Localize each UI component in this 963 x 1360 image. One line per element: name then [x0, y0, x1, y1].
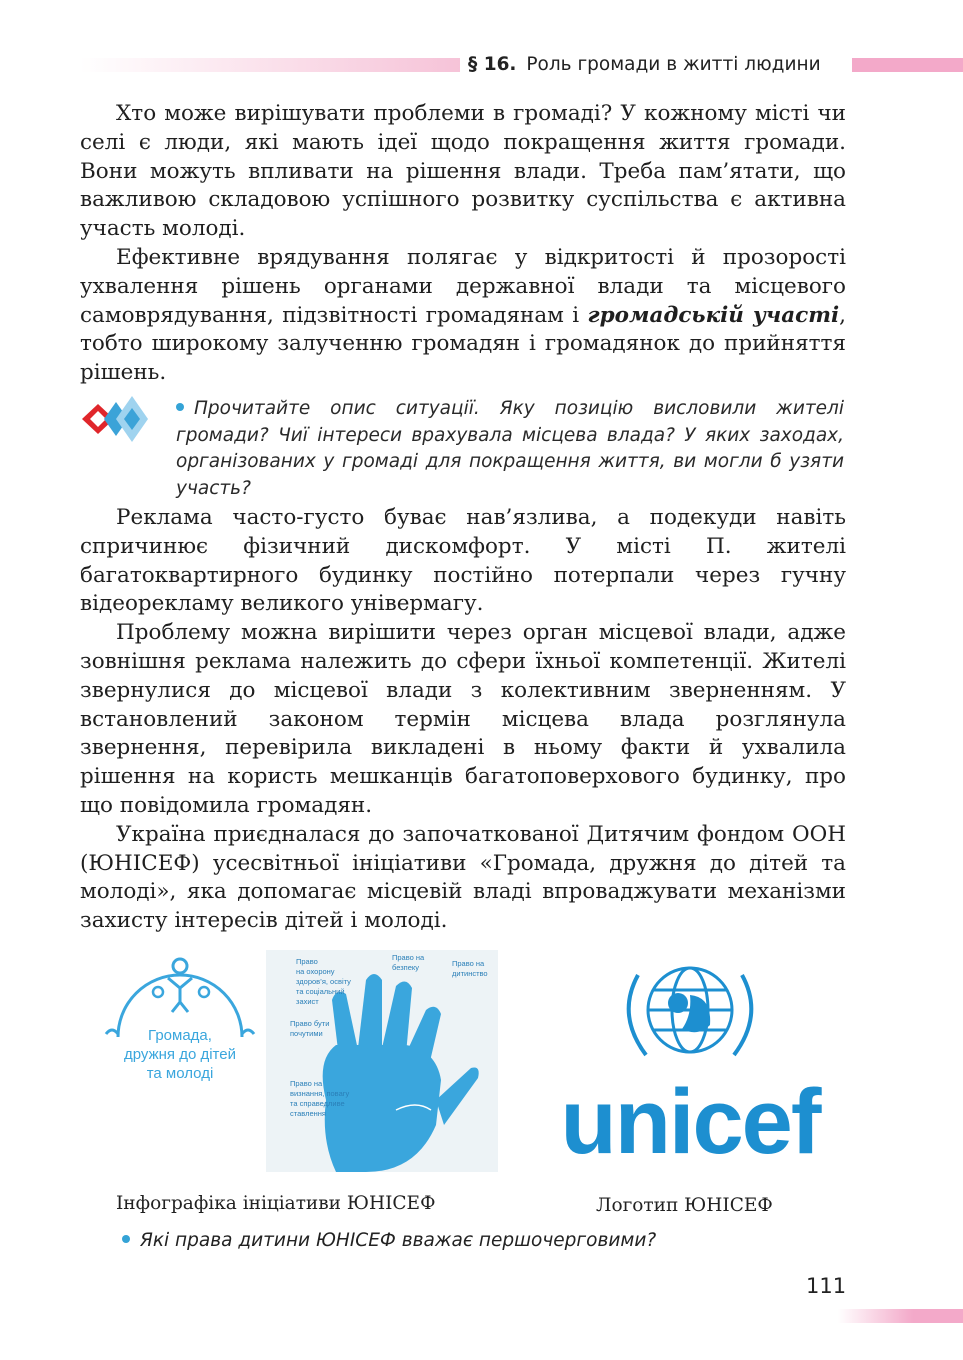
- paragraph: Україна приєдналася до започаткованої Дитячим фондом ООН (ЮНІСЕФ) усесвітньої ініціативи «Громада, дружня до дітей та молоді», яка допомагає місцевій владі впроваджувати механізми захисту інтересів дітей і молоді.: [80, 821, 846, 934]
- task-block: [176, 396, 844, 502]
- body-text-bottom: [80, 504, 846, 936]
- initiative-logo-line1: Громада,: [148, 1027, 212, 1044]
- hand-label: Право на: [452, 959, 485, 968]
- paragraph: Реклама часто-густо буває нав’язлива, а подекуди навіть спричинює фізичний дискомфорт. У місті П. жителі багатоквартирного будинку постійно потерпали через гучну відеорекламу великого універмагу.: [80, 505, 846, 617]
- paragraph: Проблему можна вирішити через орган місцевої влади, адже зовнішня реклама належить до сфери їхньої компетенції. Жителі звернулися до місцевої влади з колективним зверненням. У встановлений законом термін місцева влада розглянула звернення, перевірила викладені в ньому факти й ухвалила рішення на користь мешканців багатоповерхового будинку, про що повідомила громадян.: [80, 620, 846, 818]
- paragraph-governance: [80, 244, 846, 388]
- hand-label: дитинство: [452, 969, 488, 978]
- hand-label: Право бути: [290, 1019, 330, 1028]
- hand-label: Право на: [392, 953, 425, 962]
- footer-decor-bar: [838, 1309, 963, 1323]
- unicef-logo: [540, 955, 840, 1165]
- hand-label: ставлення: [290, 1109, 326, 1118]
- question-text: Які права дитини ЮНІСЕФ вважає першочерговими?: [140, 1230, 657, 1251]
- hand-label: та соціальний: [296, 987, 345, 996]
- caption-infographic: Інфографіка ініціативи ЮНІСЕФ: [116, 1193, 436, 1214]
- paragraph-text: Ефективне врядування полягає у відкритості й прозорості ухвалення рішень органами державної влади та місцевого самоврядування, підзвітності громадянам і: [80, 244, 846, 328]
- initiative-logo: [100, 952, 260, 1102]
- hand-infographic: [266, 950, 498, 1172]
- bullet-icon: [122, 1235, 130, 1243]
- hand-label: безпеку: [392, 963, 420, 972]
- hand-label: Право: [296, 957, 318, 966]
- header-decor-bar: [80, 58, 460, 72]
- caption-logo: Логотип ЮНІСЕФ: [596, 1195, 773, 1216]
- paragraph-text: , тобто широкому залученню громадян і громадянок до прийняття рішень.: [80, 302, 846, 386]
- section-number: § 16.: [468, 54, 517, 75]
- section-title: Роль громади в житті людини: [526, 54, 821, 75]
- unicef-wordmark: unicef: [560, 1071, 820, 1165]
- hand-label: Право на: [290, 1079, 323, 1088]
- initiative-logo-line2: дружня до дітей: [124, 1046, 236, 1063]
- key-term: громадській участі: [587, 302, 840, 328]
- hand-label: визнання, повагу: [290, 1089, 350, 1098]
- hand-label: здоров’я, освіту: [296, 977, 351, 986]
- hand-label: на охорону: [296, 967, 335, 976]
- task-diamonds-icon: [78, 394, 154, 444]
- page-number: 111: [806, 1274, 847, 1298]
- bullet-icon: [176, 403, 184, 411]
- question-block: [122, 1228, 656, 1254]
- initiative-logo-line3: та молоді: [146, 1065, 214, 1082]
- body-text-top: [80, 100, 846, 388]
- hand-label: та справедливе: [290, 1099, 345, 1108]
- hand-label: захист: [296, 997, 319, 1006]
- header-decor-bar-right: [852, 58, 963, 72]
- section-header: [468, 52, 821, 78]
- paragraph: Хто може вирішувати проблеми в громаді? У кожному місті чи селі є люди, які мають ідеї щодо покращення життя громади. Вони можуть впливати на рішення влади. Треба пам’ятати, що важливою складовою успішного розвитку суспільства є активна участь молоді.: [80, 101, 846, 242]
- hand-label: почутими: [290, 1029, 323, 1038]
- task-text: Прочитайте опис ситуації. Яку позицію висловили жителі громади? Чиї інтереси врахувала місцева влада? У яких заходах, організованих у громаді для покращення життя, ви могли б узяти участь?: [176, 398, 844, 499]
